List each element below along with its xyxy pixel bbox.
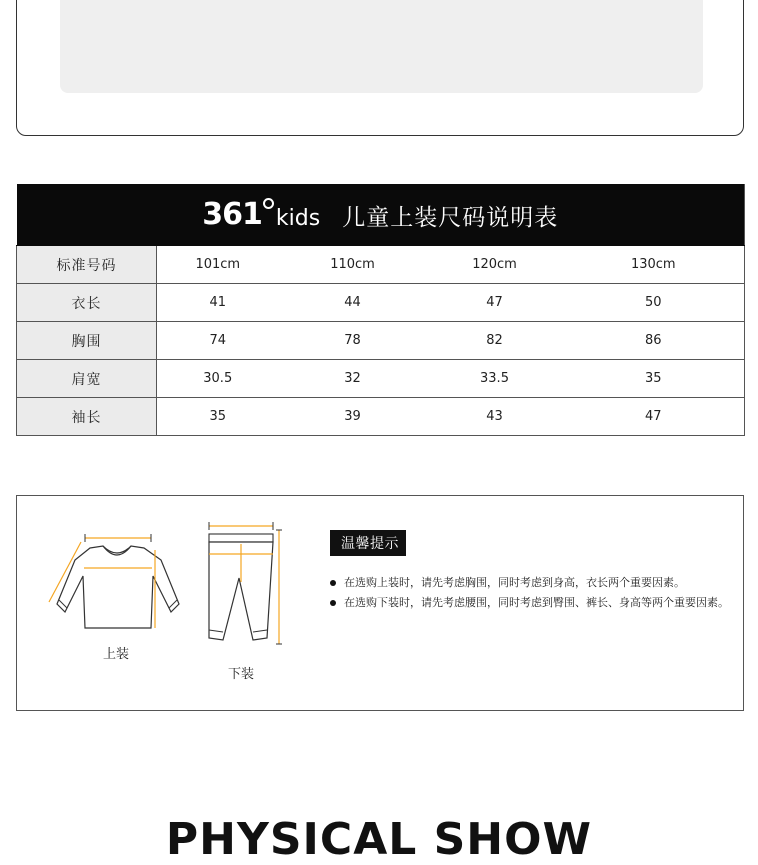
value-cell: 86 (563, 322, 745, 360)
tips-box (16, 495, 744, 711)
value-cell: 35 (157, 398, 279, 436)
bullet-icon (330, 600, 336, 606)
tip-text: 在选购下装时，请先考虑腰围，同时考虑到臀围、裤长、身高等两个重要因素。 (344, 596, 729, 609)
list-item (330, 594, 730, 612)
size-cell: 101cm (157, 246, 279, 284)
section-title: PHYSICAL SHOW (165, 814, 593, 865)
value-cell: 78 (279, 322, 427, 360)
value-cell: 33.5 (427, 360, 563, 398)
brand-logo (202, 197, 321, 232)
value-cell: 43 (427, 398, 563, 436)
list-item (330, 574, 730, 592)
table-row (17, 322, 745, 360)
degree-ring-icon (263, 198, 274, 209)
value-cell: 41 (157, 284, 279, 322)
size-cell: 120cm (427, 246, 563, 284)
top-card (16, 0, 744, 136)
brand-logo-suffix: kids (275, 206, 321, 231)
tips-title: 温馨提示 (330, 530, 406, 556)
table-row (17, 284, 745, 322)
sweater-outline-icon (57, 546, 179, 628)
value-cell: 44 (279, 284, 427, 322)
image-placeholder (60, 0, 703, 93)
value-cell: 39 (279, 398, 427, 436)
row-label: 袖长 (17, 398, 157, 436)
top-garment-diagram (45, 534, 185, 634)
size-cell: 130cm (563, 246, 745, 284)
tips-list (330, 574, 730, 614)
value-cell: 35 (563, 360, 745, 398)
row-label: 衣长 (17, 284, 157, 322)
row-label: 标准号码 (17, 246, 157, 284)
value-cell: 30.5 (157, 360, 279, 398)
row-label: 肩宽 (17, 360, 157, 398)
value-cell: 32 (279, 360, 427, 398)
table-row (17, 246, 745, 284)
value-cell: 74 (157, 322, 279, 360)
size-cell: 110cm (279, 246, 427, 284)
row-label: 胸围 (17, 322, 157, 360)
value-cell: 50 (563, 284, 745, 322)
table-row (17, 398, 745, 436)
bullet-icon (330, 580, 336, 586)
bottom-garment-diagram (203, 522, 287, 656)
tip-text: 在选购上装时，请先考虑胸围，同时考虑到身高，衣长两个重要因素。 (344, 576, 685, 589)
value-cell: 82 (427, 322, 563, 360)
table-row (17, 360, 745, 398)
brand-heading (202, 199, 558, 232)
brand-logo-number: 361 (202, 197, 262, 232)
table-title: 儿童上装尺码说明表 (342, 204, 559, 231)
size-chart-header (17, 185, 745, 246)
bottom-garment-label: 下装 (228, 667, 255, 682)
size-chart-table (16, 184, 745, 436)
value-cell: 47 (563, 398, 745, 436)
top-garment-label: 上装 (103, 647, 130, 662)
value-cell: 47 (427, 284, 563, 322)
